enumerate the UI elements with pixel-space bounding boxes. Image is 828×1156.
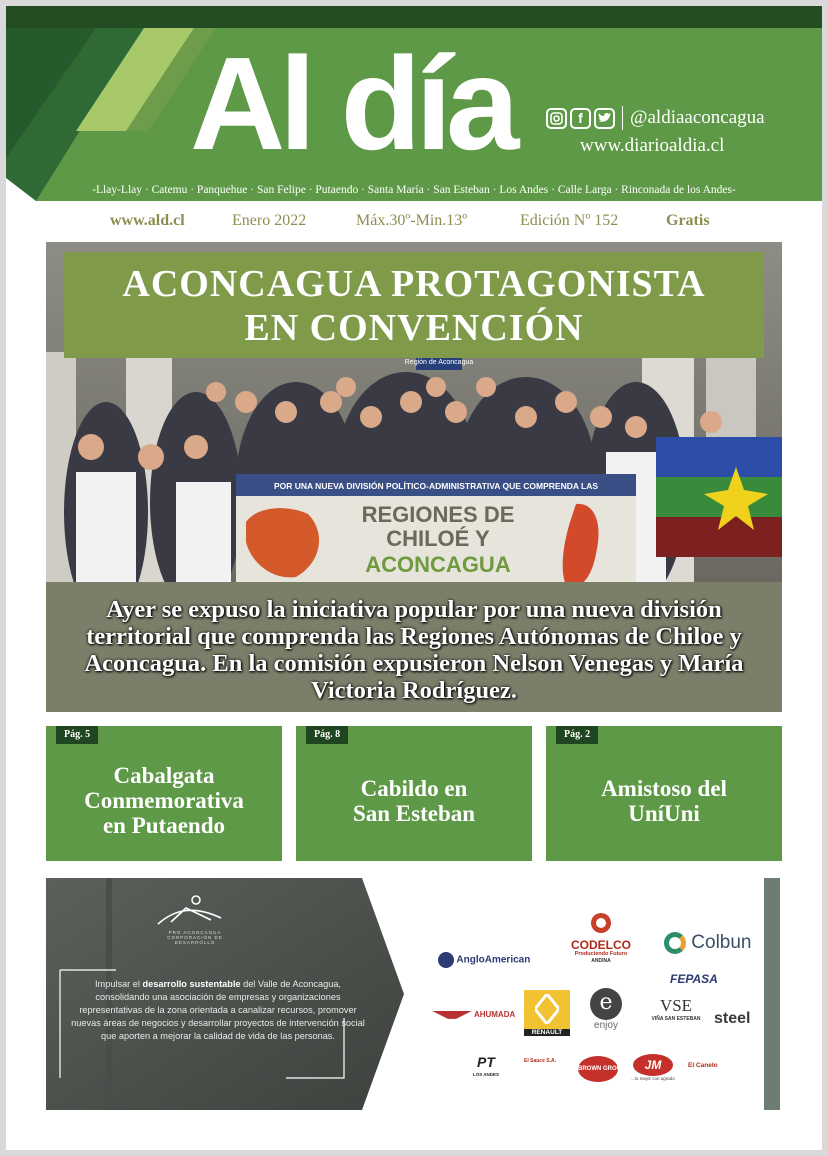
pt-los-andes-logo: PT LOS ANDES bbox=[472, 1054, 500, 1077]
el-sauce-logo: El Sauce S.A. bbox=[524, 1058, 556, 1064]
ahumada-logo: AHUMADA bbox=[432, 1010, 515, 1019]
jm-logo: JM ...lo mejor con agrado bbox=[628, 1054, 678, 1081]
twitter-icon[interactable] bbox=[594, 108, 615, 129]
facebook-icon[interactable]: f bbox=[570, 108, 591, 129]
headline-box bbox=[64, 252, 764, 358]
social-links bbox=[546, 106, 765, 130]
info-price: Gratis bbox=[666, 212, 710, 229]
colbun-logo: Colbun bbox=[664, 932, 752, 954]
towns-list: -Llay-Llay · Catemu · Panquehue · San Felipe · Putaendo · Santa María · San Esteban · Los Andes · Calle Larga · Rinconada de los Andes- bbox=[92, 184, 736, 196]
info-date: Enero 2022 bbox=[232, 212, 307, 229]
teaser-title: Cabildo en San Esteban bbox=[352, 775, 476, 826]
social-divider bbox=[622, 106, 623, 130]
fepasa-logo: FEPASA bbox=[670, 972, 718, 986]
newspaper-cover bbox=[6, 6, 822, 1150]
social-handle[interactable]: @aldiaaconcagua bbox=[630, 107, 765, 128]
page-tag: Pág. 8 bbox=[306, 726, 348, 744]
brown-group-logo: BROWN GROUP bbox=[578, 1056, 618, 1082]
ad-org-name: PRO ACONCAGUA CORPORACIÓN DE DESARROLLO bbox=[167, 930, 223, 945]
el-canelo-logo: El Canelo bbox=[688, 1062, 718, 1069]
website-link[interactable]: www.diarioaldia.cl bbox=[580, 135, 725, 156]
main-feature[interactable] bbox=[46, 242, 782, 712]
info-edition: Edición Nº 152 bbox=[520, 212, 619, 229]
header-top-band bbox=[6, 6, 822, 28]
anglo-american-logo: AngloAmerican bbox=[438, 952, 530, 968]
banner-line-3: ACONCAGUA bbox=[365, 552, 511, 577]
ad-side-bar bbox=[764, 878, 780, 1110]
teaser-title: Amistoso del UníUni bbox=[601, 775, 727, 826]
teaser-title: Cabalgata Conmemorativa en Putaendo bbox=[84, 763, 244, 838]
sponsor-ad[interactable] bbox=[46, 878, 782, 1110]
renault-logo: RENAULT bbox=[524, 990, 570, 1036]
feature-summary: Ayer se expuso la iniciativa popular por una nueva división territorial que comprenda las Regiones Autónomas de Chiloe y Aconcagua. En la comisión expusieron Nelson Venegas y María Victoria Rodríguez. bbox=[84, 596, 744, 704]
masthead bbox=[6, 28, 822, 201]
codelco-logo: CODELCO Produciendo Futuro ANDINA bbox=[566, 912, 636, 964]
headline-line-1: ACONCAGUA PROTAGONISTA bbox=[122, 263, 706, 305]
held-sign: Región de Aconcagua bbox=[404, 359, 474, 366]
banner-line-1: REGIONES DE bbox=[361, 502, 515, 527]
enjoy-logo: e enjoy bbox=[584, 988, 628, 1031]
banner-top-text: POR UNA NUEVA DIVISIÓN POLÍTICO-ADMINISTRATIVA QUE COMPRENDA LAS bbox=[273, 481, 599, 491]
vina-san-esteban-logo: VSE VIÑA SAN ESTEBAN bbox=[651, 996, 701, 1022]
teaser-cabalgata[interactable] bbox=[46, 726, 282, 861]
ad-mission-text: Impulsar el desarrollo sustentable del Valle de Aconcagua, consolidando una asociación de empresas y organizaciones representativas de la zona orientada a canalizar recursos, promover nuevas áreas de negocios y desarrollar proyectos de intervención social que aporten a mejorar la calidad de vida de las personas. bbox=[71, 979, 365, 1041]
info-url[interactable]: www.ald.cl bbox=[110, 212, 185, 229]
teaser-amistoso[interactable] bbox=[546, 726, 782, 861]
info-weather: Máx.30º-Min.13º bbox=[356, 212, 468, 229]
teaser-cabildo[interactable] bbox=[296, 726, 532, 861]
steel-logo: steel bbox=[714, 1010, 751, 1027]
page-tag: Pág. 2 bbox=[556, 726, 598, 744]
banner-line-2: CHILOÉ Y bbox=[386, 526, 490, 551]
newspaper-logo: Al día bbox=[190, 30, 514, 177]
headline-line-2: EN CONVENCIÓN bbox=[244, 307, 584, 349]
instagram-icon[interactable] bbox=[546, 108, 567, 129]
page-tag: Pág. 5 bbox=[56, 726, 98, 744]
